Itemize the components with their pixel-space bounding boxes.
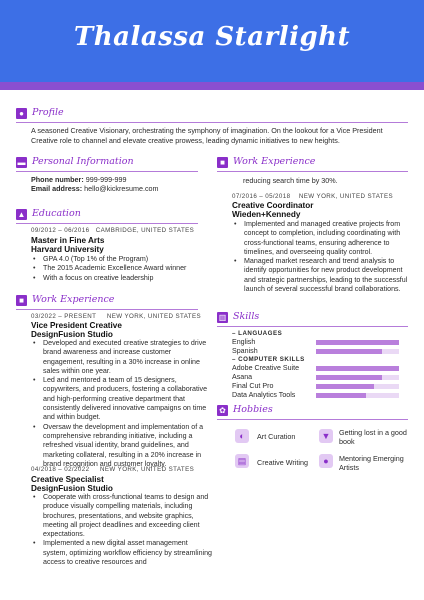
notebook-icon: ▤ — [235, 454, 249, 468]
skill-name: English — [232, 338, 256, 346]
job-bullets — [232, 220, 416, 294]
personal-section-header — [16, 157, 198, 172]
list-item: • Implemented and managed creative projects from concept to completion, including coordinating with cross-functional teams, ensuring adherence to timelines, and overseeing quality control. — [244, 220, 416, 257]
phone-value: 999-999-999 — [85, 175, 127, 184]
hobby-label: Mentoring Emerging Artists — [339, 454, 404, 472]
profile-section-header — [16, 108, 408, 123]
graduation-cap-icon: ▲ — [17, 210, 26, 219]
skill-name: Asana — [232, 373, 253, 381]
job-bullets — [31, 493, 213, 567]
education-bullets — [31, 255, 213, 283]
skill-bar — [316, 375, 399, 380]
skill-bar-fill — [316, 384, 374, 389]
briefcase-icon: ■ — [16, 295, 27, 306]
list-item: • The 2015 Academic Excellence Award winner — [43, 264, 213, 273]
computer-skills-heading: – COMPUTER SKILLS — [232, 356, 305, 363]
people-icon: ● — [319, 454, 333, 468]
skills-section-header — [217, 312, 408, 327]
education-location: CAMBRIDGE, UNITED STATES — [95, 227, 195, 234]
languages-heading: – LANGUAGES — [232, 330, 283, 337]
education-meta — [31, 227, 194, 234]
palette-icon: ◐ — [235, 429, 249, 443]
profile-text: A seasoned Creative Visionary, orchestrating the symphony of imagination. On the lookout for a Vice President Creative role to channel and elevate creative prowess, leading dynamic initiatives to new heights. — [31, 126, 383, 145]
job-meta — [31, 313, 201, 320]
list-item: • Cooperate with cross-functional teams to design and produce visually compelling materials, including brochures, presentations, and website graphics, meeting all project deadlines and exceeding client expectations. — [43, 493, 213, 539]
bookmark-icon: ▼ — [319, 429, 333, 443]
skill-bar — [316, 349, 399, 354]
hobby-label: Creative Writing — [257, 458, 308, 467]
education-dates: 09/2012 – 06/2016 — [31, 227, 90, 234]
chart-bars-icon: ▥ — [218, 313, 227, 322]
education-title: Education — [32, 208, 81, 219]
skill-bar-fill — [316, 366, 399, 371]
job-location: NEW YORK, UNITED STATES — [100, 466, 195, 473]
job-dates: 07/2016 – 05/2018 — [232, 193, 291, 200]
profile-title: Profile — [32, 107, 64, 118]
user-icon: ● — [16, 108, 27, 119]
list-item: • Implemented a new digital asset management system, optimizing workflow efficiency by streamlining access to creative resources and — [43, 539, 213, 567]
list-item: • With a focus on creative leadership — [43, 274, 213, 283]
briefcase-icon: ■ — [217, 157, 228, 168]
list-item: • Oversaw the development and implementation of a comprehensive rebranding initiative, including a refreshed visual identity, brand guidelines, and marketing collateral, resulting in a 20% increase in brand recognition and customer loyalty. — [43, 423, 213, 469]
work-title: Work Experience — [32, 294, 115, 305]
skill-name: Final Cut Pro — [232, 382, 274, 390]
job-role: Creative Specialist — [31, 475, 104, 484]
hobby-label: Getting lost in a good book — [339, 428, 407, 446]
job-meta — [31, 466, 194, 473]
skill-bar — [316, 393, 399, 398]
skill-name: Spanish — [232, 347, 258, 355]
skills-title: Skills — [233, 311, 260, 322]
hobbies-title: Hobbies — [233, 404, 273, 415]
skill-bar-fill — [316, 349, 382, 354]
job-dates: 04/2018 – 02/2022 — [31, 466, 90, 473]
skill-bar — [316, 384, 399, 389]
work-continued-text: reducing search time by 30%. — [243, 176, 338, 185]
skill-name: Adobe Creative Suite — [232, 364, 300, 372]
job-bullets — [31, 339, 213, 469]
header-accent-strip — [0, 82, 424, 90]
personal-title: Personal Information — [32, 156, 134, 167]
skill-bar-fill — [316, 393, 366, 398]
hobby-label: Art Curation — [257, 432, 296, 441]
job-role: Vice President Creative — [31, 321, 122, 330]
job-company: DesignFusion Studio — [31, 330, 113, 339]
job-company: DesignFusion Studio — [31, 484, 113, 493]
email-label: Email address: — [31, 184, 83, 193]
skill-bar-fill — [316, 340, 399, 345]
hobbies-section-header — [217, 405, 408, 420]
list-item: • Developed and executed creative strategies to drive brand awareness and increase customer engagement, resulting in a 30% increase in online sales within one year. — [43, 339, 213, 376]
candidate-name: Thalassa Starlight — [73, 22, 351, 52]
email-line — [31, 184, 201, 194]
work-section-header — [16, 295, 198, 310]
skill-name: Data Analytics Tools — [232, 391, 296, 399]
skill-bar-fill — [316, 375, 382, 380]
job-company: Wieden+Kennedy — [232, 210, 301, 219]
education-school: Harvard University — [31, 245, 104, 254]
leaf-icon: ✿ — [217, 405, 228, 416]
skill-bar — [316, 340, 399, 345]
work-section-header — [217, 157, 408, 172]
job-meta — [232, 193, 393, 200]
work-title: Work Experience — [233, 156, 316, 167]
job-role: Creative Coordinator — [232, 201, 314, 210]
job-dates: 03/2022 – PRESENT — [31, 313, 97, 320]
job-location: NEW YORK, UNITED STATES — [298, 193, 394, 200]
education-section-header — [16, 209, 198, 224]
phone-label: Phone number: — [31, 175, 84, 184]
list-item: • GPA 4.0 (Top 1% of the Program) — [43, 255, 213, 264]
list-item: • Led and mentored a team of 15 designers, copywriters, and producers, fostering a collaborative and high-performing creative department that consistently delivered innovative campaigns on time and within budget. — [43, 376, 213, 422]
email-value: hello@kickresume.com — [84, 184, 159, 193]
skill-bar — [316, 366, 399, 371]
id-card-icon: ▬ — [17, 158, 26, 167]
list-item: • Managed market research and trend analysis to identify opportunities for new product development and strategic partnerships, leading to the successful launch of several successful brand collaborations. — [244, 257, 416, 294]
education-degree: Master in Fine Arts — [31, 236, 105, 245]
job-location: NEW YORK, UNITED STATES — [106, 313, 202, 320]
